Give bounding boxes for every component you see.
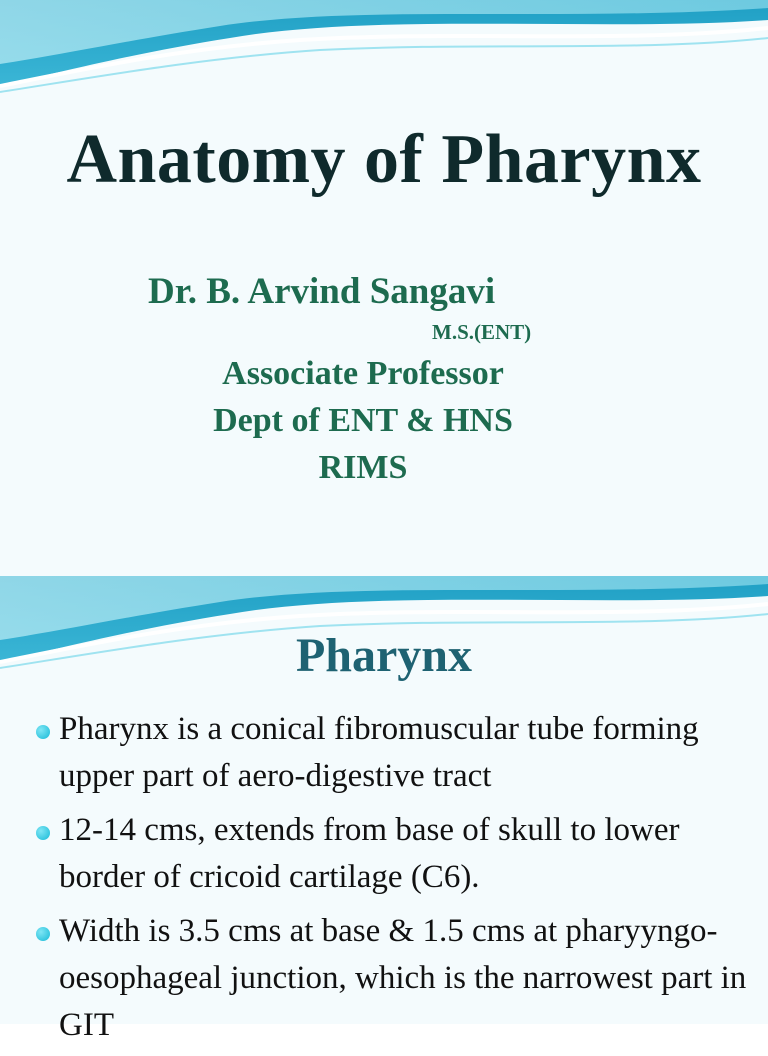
- wave-header-decoration: [0, 0, 768, 100]
- list-item: [34, 908, 754, 1049]
- author-institution: RIMS: [318, 449, 408, 486]
- author-name: Dr. B. Arvind Sangavi: [148, 271, 496, 312]
- bullet-dot-icon: [36, 826, 50, 840]
- content-slide: [0, 576, 768, 1043]
- author-degree: M.S.(ENT): [432, 320, 532, 344]
- bullet-text: 12-14 cms, extends from base of skull to lower border of cricoid cartilage (C6).: [59, 812, 680, 895]
- author-position: Associate Professor: [222, 355, 504, 392]
- slide-title: Anatomy of Pharynx: [66, 121, 702, 198]
- bullet-text: Width is 3.5 cms at base & 1.5 cms at pharyyngo-oesophageal junction, which is the narrowest part in GIT: [59, 913, 747, 1043]
- slide-heading: Pharynx: [295, 629, 472, 682]
- list-item: [34, 807, 754, 901]
- bullet-dot-icon: [36, 725, 50, 739]
- author-department: Dept of ENT & HNS: [213, 402, 513, 439]
- bullet-dot-icon: [36, 927, 50, 941]
- bullet-list: [34, 706, 754, 1056]
- bullet-text: Pharynx is a conical fibromuscular tube forming upper part of aero-digestive tract: [59, 711, 699, 794]
- list-item: [34, 706, 754, 800]
